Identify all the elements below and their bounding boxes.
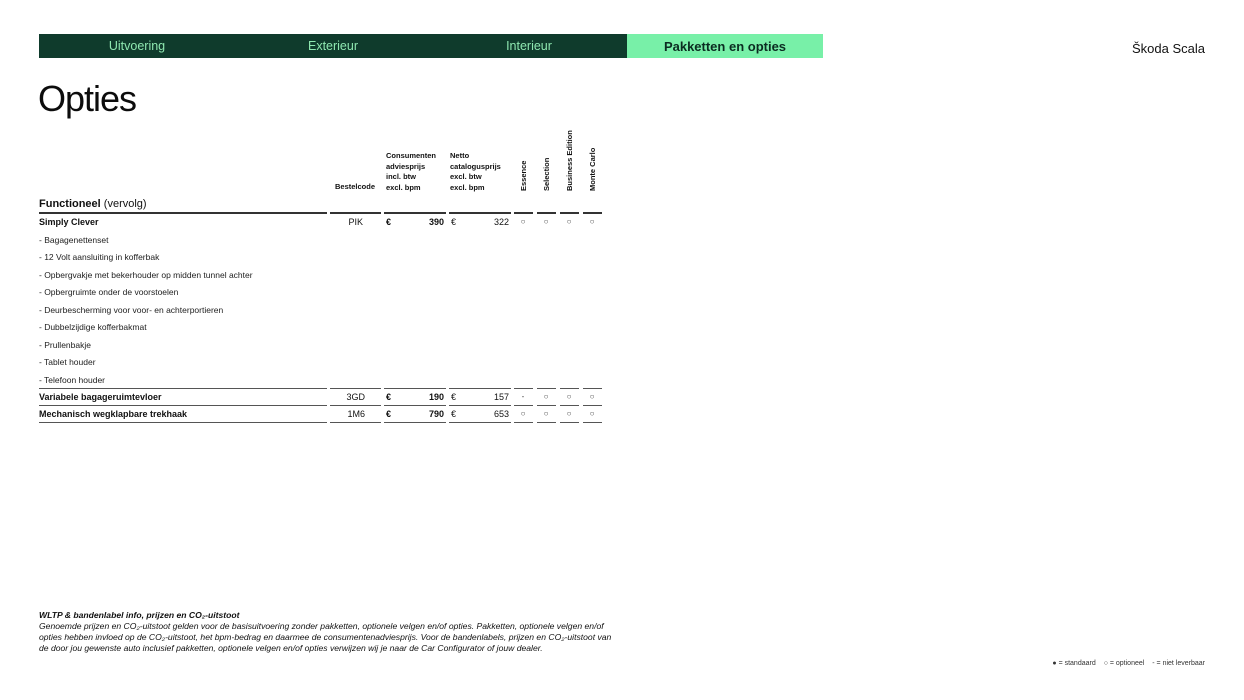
row-divider [514,388,533,389]
row-divider [583,388,602,389]
tab-interieur[interactable]: Interieur [506,39,552,53]
row-variabele-trim-monte-carlo: ○ [589,392,595,401]
row-divider [537,405,556,406]
footer-line: Genoemde prijzen en CO₂-uitstoot gelden voor de basisuitvoering zonder pakketten, optionele velgen en/of opties. Pakketten, optionele velgen en/of [39,621,604,631]
row-simply-clever-code: PIK [348,217,363,227]
row-trekhaak-currency-2: € [451,409,457,419]
header-consumer-price [386,151,436,193]
table-bottom-rule [514,422,533,423]
row-trekhaak-consumer-price: 790 [428,409,444,419]
row-variabele-currency-1: € [386,392,392,402]
rule-trim-4 [583,212,602,214]
section-title: Functioneel [39,198,101,210]
section-tab-bar [39,34,823,58]
header-consumer-line-2: adviesprijs [386,161,426,171]
row-simply-clever-trim-selection: ○ [543,217,549,226]
header-consumer-line-1: Consumenten [386,151,437,160]
header-trim-monte-carlo: Monte Carlo [588,147,597,191]
row-divider [449,405,511,406]
row-divider [560,405,579,406]
row-divider [560,388,579,389]
package-item: - Tablet houder [39,357,96,367]
package-item: - Deurbescherming voor voor- en achterportieren [39,305,224,315]
rule-net-col [449,212,511,214]
symbol-legend [1046,660,1205,667]
row-variabele-trim-business: ○ [566,392,572,401]
row-simply-clever-trim-business: ○ [566,217,572,226]
row-trekhaak-trim-selection: ○ [543,409,549,418]
rule-consumer-col [384,212,446,214]
row-variabele-consumer-price: 190 [428,392,444,402]
row-variabele-trim-essence: - [521,392,525,401]
row-variabele-currency-2: € [451,392,457,402]
header-net-line-3: excl. btw [450,172,482,181]
rule-code-col [330,212,381,214]
footer-disclaimer [39,610,619,654]
header-net-line-1: Netto [450,151,470,160]
tab-pakketten-en-opties[interactable]: Pakketten en opties [627,34,823,58]
row-variabele-net-price: 157 [493,392,509,402]
package-item: - Bagagenettenset [39,235,109,245]
footer-line: de door jou gewenste auto inclusief pakketten, optionele velgen en/of opties verwijzen wij je naar de Car Configurator of jouw dealer. [39,643,543,653]
rule-trim-2 [537,212,556,214]
table-bottom-rule [449,422,511,423]
row-trekhaak-trim-business: ○ [566,409,572,418]
row-simply-clever-consumer-price: 390 [428,217,444,227]
row-trekhaak-name: Mechanisch wegklapbare trekhaak [39,409,188,419]
tab-uitvoering[interactable]: Uitvoering [108,39,166,53]
row-divider [384,388,446,389]
table-bottom-rule [537,422,556,423]
rule-name-col [39,212,327,214]
row-trekhaak-code: 1M6 [347,409,365,419]
package-item: - Prullenbakje [39,340,91,350]
row-simply-clever-currency-1: € [386,217,392,227]
row-simply-clever-trim-monte-carlo: ○ [589,217,595,226]
legend-not-available: - = niet leverbaar [1152,660,1205,667]
header-net-price [450,151,501,193]
table-bottom-rule [384,422,446,423]
row-divider [384,405,446,406]
row-trekhaak-currency-1: € [386,409,392,419]
header-bestelcode: Bestelcode [335,182,376,191]
row-simply-clever-currency-2: € [451,217,457,227]
row-simply-clever-name: Simply Clever [39,217,99,227]
row-divider [330,388,381,389]
row-simply-clever-net-price: 322 [493,217,509,227]
row-simply-clever-trim-essence: ○ [520,217,526,226]
header-consumer-line-3: incl. btw [386,172,416,181]
row-divider [330,405,381,406]
header-trim-essence: Essence [519,160,528,191]
footer-heading: WLTP & bandenlabel info, prijzen en CO₂-uitstoot [39,610,240,620]
package-item: - Dubbelzijdige kofferbakmat [39,322,147,332]
row-divider [449,388,511,389]
package-item: - 12 Volt aansluiting in kofferbak [39,252,160,262]
header-consumer-line-4: excl. bpm [386,182,421,192]
brand-model-name: Škoda Scala [1132,41,1205,56]
row-variabele-bagageruimtevloer-name: Variabele bagageruimtevloer [39,392,162,402]
header-net-line-2: catalogusprijs [450,161,501,171]
legend-optional: ○ = optioneel [1103,660,1145,667]
header-trim-business-edition: Business Edition [565,130,574,191]
legend-standard: ● = standaard [1052,660,1096,667]
header-net-line-4: excl. bpm [450,182,485,192]
footer-line: opties hebben invloed op de CO₂-uitstoot, het bpm-bedrag en daarmee de consumentenadviesprijs. Voor de bandenlabels, prijzen en CO₂-uitstoot van [39,632,612,642]
row-variabele-code: 3GD [346,392,365,402]
rule-trim-3 [560,212,579,214]
row-divider [39,405,327,406]
tab-exterieur[interactable]: Exterieur [307,39,359,53]
table-bottom-rule [39,422,327,423]
table-bottom-rule [560,422,579,423]
header-trim-selection: Selection [542,157,551,191]
row-divider [514,405,533,406]
page-title: Opties [38,78,137,119]
package-item: - Opbergruimte onder de voorstoelen [39,287,179,297]
table-bottom-rule [583,422,602,423]
package-item: - Opbergvakje met bekerhouder op midden tunnel achter [39,270,253,280]
row-trekhaak-trim-monte-carlo: ○ [589,409,595,418]
row-trekhaak-net-price: 653 [493,409,509,419]
row-variabele-trim-selection: ○ [543,392,549,401]
section-heading [39,198,147,210]
row-divider [39,388,327,389]
row-divider [583,405,602,406]
package-item: - Telefoon houder [39,375,106,385]
rule-trim-1 [514,212,533,214]
row-divider [537,388,556,389]
row-trekhaak-trim-essence: ○ [520,409,526,418]
section-suffix: (vervolg) [103,198,147,210]
table-bottom-rule [330,422,381,423]
